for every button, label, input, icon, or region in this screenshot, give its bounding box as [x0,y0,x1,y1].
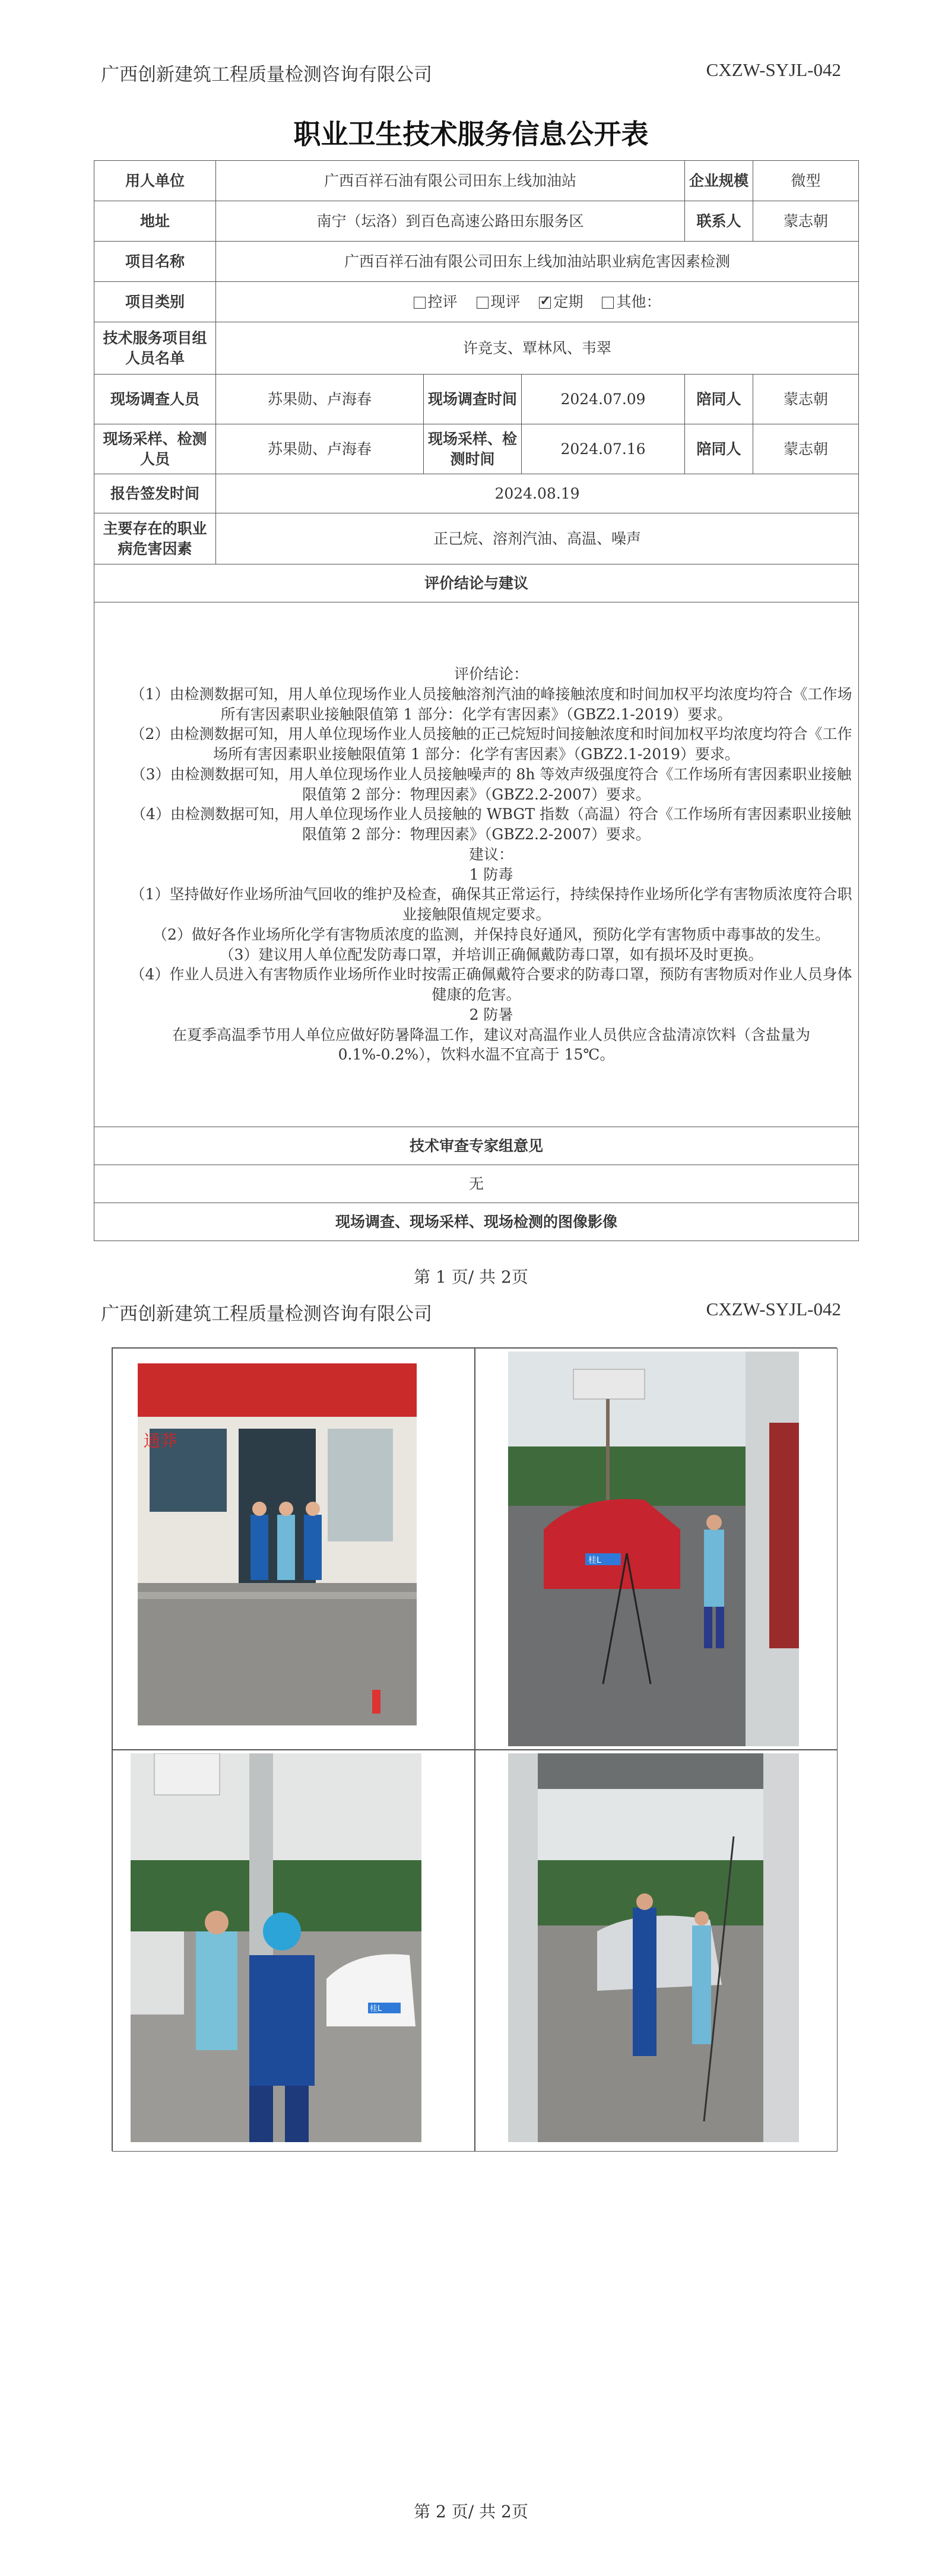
conclusion-heading: 评价结论与建议 [94,564,859,602]
images-heading: 现场调查、现场采样、现场检测的图像影像 [94,1203,859,1241]
row-address [94,201,859,242]
team-value: 许竞支、覃林风、韦翠 [216,322,859,375]
page-footer: 第 2 页/ 共 2页 [414,2502,528,2521]
report-date-label: 报告签发时间 [94,474,216,513]
address-value: 南宁（坛洛）到百色高速公路田东服务区 [216,201,685,242]
worker-fitting-photo [131,1753,421,2142]
project-value: 广西百祥石油有限公司田东上线加油站职业病危害因素检测 [216,242,859,282]
conclusion-paragraph: （3）由检测数据可知，用人单位现场作业人员接触噪声的 8h 等效声级强度符合《工作场所有害因素职业接触限值第 2 部分：物理因素》（GBZ2.2-2007）要求。 [131,765,852,803]
page-header [101,59,841,83]
photo-grid [112,1347,837,2151]
photo-cell-2 [475,1348,838,1750]
photo-cell-1 [112,1348,475,1750]
category-option-xianping[interactable]: 现评 [477,292,521,312]
conclusion-paragraph: （3）建议用人单位配发防毒口罩，并培训正确佩戴防毒口罩，如有损坏及时更换。 [219,946,763,963]
conclusion-paragraph: （2）由检测数据可知，用人单位现场作业人员接触的正己烷短时间接触浓度和时间加权平均浓度均符合《工作场所有害因素职业接触限值第 1 部分：化学有害因素》（GBZ2.1-2019）要求。 [130,725,852,763]
category-label: 项目类别 [94,282,216,322]
employer-value: 广西百祥石油有限公司田东上线加油站 [216,161,685,201]
report-date-value: 2024.08.19 [216,474,859,513]
survey-staff-value: 苏果勋、卢海春 [216,375,424,424]
conclusion-body [94,602,859,1127]
conclusion-paragraph: （1）坚持做好作业场所油气回收的维护及检查，确保其正常运行，持续保持作业场所化学有害物质浓度符合职业接触限值规定要求。 [130,886,852,923]
conclusion-paragraph: （4）由检测数据可知，用人单位现场作业人员接触的 WBGT 指数（高温）符合《工作场所有害因素职业接触限值第 2 部分：物理因素》（GBZ2.2-2007）要求。 [131,805,851,843]
row-employer [94,161,859,201]
document-title: 职业卫生技术服务信息公开表 [293,118,649,150]
pump-sampling-photo [508,1753,799,2142]
photo-cell-3 [112,1750,475,2152]
row-expert-value [94,1165,859,1203]
checkbox-icon [414,297,426,309]
sampling-time-label: 现场采样、检测时间 [424,424,522,474]
survey-time-label: 现场调查时间 [424,375,522,424]
station-staff-photo [138,1363,417,1725]
document-code: CXZW-SYJL-042 [706,59,841,80]
row-team [94,322,859,375]
survey-time-value: 2024.07.09 [522,375,685,424]
company-name: 广西创新建筑工程质量检测咨询有限公司 [101,1303,432,1325]
employer-label: 用人单位 [94,161,216,201]
accompany2-value: 蒙志朝 [753,424,859,474]
sampling-time-value: 2024.07.16 [522,424,685,474]
hazards-label: 主要存在的职业病危害因素 [94,513,216,564]
conclusion-paragraph: （1）由检测数据可知，用人单位现场作业人员接触溶剂汽油的峰接触浓度和时间加权平均浓度均符合《工作场所有害因素职业接触限值第 1 部分：化学有害因素》（GBZ2.1-2019）要求。 [130,685,852,723]
sampling-staff-value: 苏果勋、卢海春 [216,424,424,474]
car-sampling-image [508,1352,799,1746]
page-header [101,1299,841,1325]
pump-sampling-image [508,1753,799,2142]
scale-label: 企业规模 [685,161,753,201]
accompany-label: 陪同人 [685,375,753,424]
conclusion-paragraph: （4）作业人员进入有害物质作业场所作业时按需正确佩戴符合要求的防毒口罩，预防有害物质对作业人员身体健康的危害。 [130,966,852,1003]
worker-fitting-image [131,1753,421,2142]
row-category [94,282,859,322]
checkbox-icon [602,297,614,309]
car-sampling-photo [508,1352,799,1746]
scale-value: 微型 [753,161,859,201]
category-option-kongping[interactable]: 控评 [414,292,458,312]
row-conclusion-body [94,602,859,1127]
expert-value: 无 [94,1165,859,1203]
row-sampling [94,424,859,474]
photo-cell-4 [475,1750,838,2152]
svg-text:通莽: 通莽 [144,1431,177,1451]
station-staff-image [138,1363,417,1725]
row-images-heading [94,1203,859,1241]
conclusion-paragraph: （2）做好各作业场所化学有害物质浓度的监测，并保持良好通风，预防化学有害物质中毒事故的发生。 [153,925,830,943]
sampling-staff-label: 现场采样、检测人员 [94,424,216,474]
row-project [94,242,859,282]
row-expert-heading [94,1127,859,1165]
svg-text:桂L: 桂L [370,2004,382,2013]
document-code: CXZW-SYJL-042 [706,1299,841,1319]
row-report-date [94,474,859,513]
svg-text:桂L: 桂L [588,1556,601,1565]
survey-staff-label: 现场调查人员 [94,375,216,424]
checkbox-icon [477,297,489,309]
accompany2-label: 陪同人 [685,424,753,474]
row-conclusion-heading [94,564,859,602]
company-name: 广西创新建筑工程质量检测咨询有限公司 [101,64,432,85]
row-hazards [94,513,859,564]
checkbox-checked-icon [539,297,551,309]
conclusion-paragraph: 在夏季高温季节用人单位应做好防暑降温工作，建议对高温作业人员供应含盐清凉饮料（含盐量为 0.1%-0.2%），饮料水温不宜高于 15℃。 [172,1026,811,1064]
page-footer: 第 1 页/ 共 2页 [414,1267,528,1287]
conclusion-paragraph: 评价结论： [454,665,529,683]
conclusion-paragraph: 建议： [469,845,514,863]
row-survey [94,375,859,424]
conclusion-paragraph: 1 防毒 [469,865,513,883]
conclusion-paragraph: 2 防暑 [469,1005,513,1023]
category-option-other[interactable]: 其他： [602,292,661,312]
contact-value: 蒙志朝 [753,201,859,242]
info-table [94,160,859,1241]
category-options [216,282,859,322]
contact-label: 联系人 [685,201,753,242]
expert-heading: 技术审查专家组意见 [94,1127,859,1165]
category-option-dingqi[interactable]: ✓ 定期 [539,292,583,312]
project-label: 项目名称 [94,242,216,282]
address-label: 地址 [94,201,216,242]
hazards-value: 正己烷、溶剂汽油、高温、噪声 [216,513,859,564]
accompany-value: 蒙志朝 [753,375,859,424]
team-label: 技术服务项目组人员名单 [94,322,216,375]
